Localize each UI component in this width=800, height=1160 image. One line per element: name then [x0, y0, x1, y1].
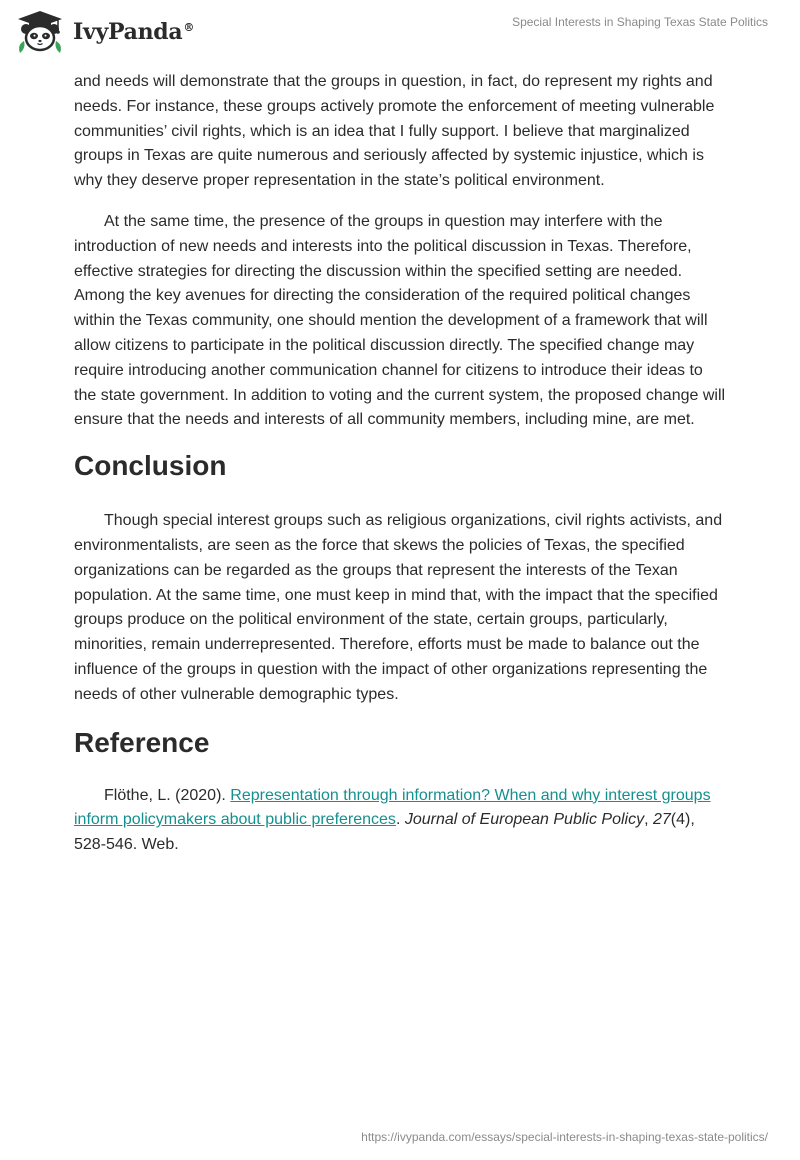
page-header — [0, 0, 800, 70]
paragraph-conclusion: Though special interest groups such as religious organizations, civil rights activists, and environmentalists, are seen as the force that skews the policies of Texas, the specified organizations can be regarded as the groups that represent the interests of the Texan population. At the same time, one must keep in mind that, with the impact that the specified groups produce on the political environment of the state, certain groups, particularly, minorities, remain underrepresented. Therefore, efforts must be made to balance out the influence of the groups in question with the impact of other organizations representing the needs of other vulnerable demographic types. — [74, 512, 723, 703]
document-title: Special Interests in Shaping Texas State Politics — [512, 15, 768, 29]
reference-heading: Reference — [74, 726, 210, 758]
reference-comma: , — [644, 811, 653, 829]
document-body — [74, 70, 726, 858]
ivypanda-logo[interactable] — [14, 9, 194, 55]
registered-mark: ® — [183, 20, 195, 34]
reference-volume: 27 — [652, 811, 671, 829]
conclusion-heading: Conclusion — [74, 450, 227, 482]
paragraph-strategies: At the same time, the presence of the groups in question may interfere with the introduction of new needs and interests into the political discussion in Texas. Therefore, effective strategies for directing the discussion within the specified setting are needed. Among the key avenues for directing the consideration of the required political changes within the Texas community, one should mention the development of a framework that will allow citizens to participate in the political discussion directly. The specified change may require introducing another communication channel for citizens to introduce their ideas to the state government. In addition to voting and the current system, the proposed change will ensure that the needs and interests of all community members, including mine, are met. — [74, 212, 726, 429]
footer-url: https://ivypanda.com/essays/special-interests-in-shaping-texas-state-politics/ — [361, 1130, 768, 1144]
reference-entry — [74, 784, 726, 858]
reference-journal: Journal of European Public Policy — [404, 811, 645, 829]
paragraph-rights-needs: and needs will demonstrate that the groups in question, in fact, do represent my rights and needs. For instance, these groups actively promote the enforcement of meeting vulnerable communities’ civil rights, which is an idea that I fully support. I believe that marginalized groups in Texas are quite numerous and seriously affected by systemic injustice, which is why they deserve proper representation in the state’s political environment. — [74, 73, 715, 190]
panda-graduation-icon — [14, 9, 66, 55]
reference-issue-pages: (4), 528-546. Web. — [74, 811, 695, 854]
brand-name: IvyPanda® — [73, 19, 195, 45]
reference-author-year: Flöthe, L. (2020). — [104, 786, 231, 804]
reference-punct: . — [395, 811, 405, 829]
reference-link[interactable]: Representation through information? When and why interest groups inform policymakers about public preferences — [74, 786, 711, 829]
